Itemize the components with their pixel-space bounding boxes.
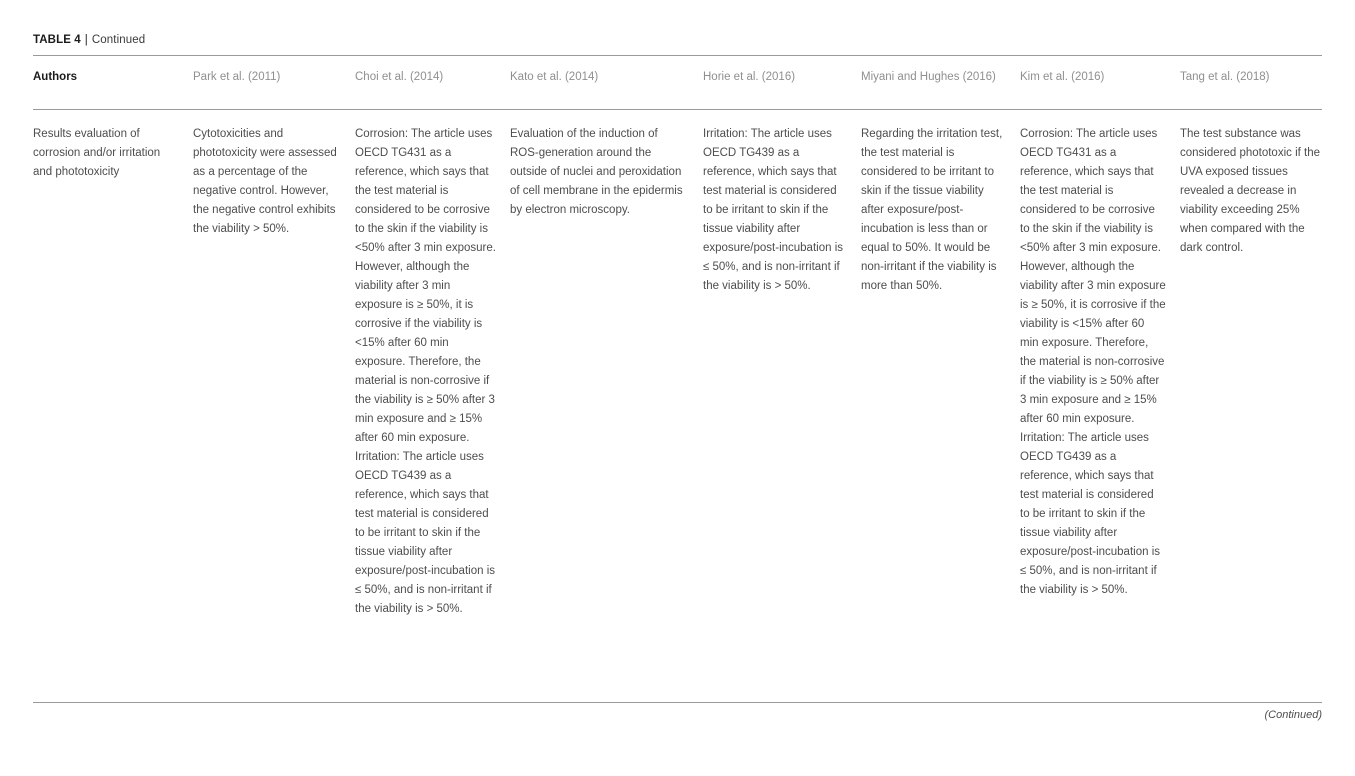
table-title <box>33 34 1322 46</box>
column-header-park-2011: Park et al. (2011) <box>193 71 281 83</box>
column-header-kim-2016: Kim et al. (2016) <box>1020 71 1105 83</box>
cell-park-2011: Cytotoxicities and phototoxicity were assessed as a percentage of the negative control. However, the negative control exhibits the viability > 50%. <box>193 128 337 235</box>
table-header-row <box>33 55 1322 110</box>
column-header-miyani-hughes-2016: Miyani and Hughes (2016) <box>861 71 996 83</box>
table-bottom-rule <box>33 702 1322 703</box>
column-header-choi-2014: Choi et al. (2014) <box>355 71 444 83</box>
table-title-number: TABLE 4 <box>33 34 81 46</box>
cell-choi-2014: Corrosion: The article uses OECD TG431 as a reference, which says that the test material is considered to be corrosive to the skin if the viability is <50% after 3 min exposure. However, although the viability after 3 min exposure is ≥ 50%, it is corrosive if the viability is <15% after 60 min exposure. Therefore, the material is non-corrosive if the viability is ≥ 50% after 3 min exposure and ≥ 15% after 60 min exposure. Irritation: The article uses OECD TG439 as a reference, which says that test material is considered to be irritant to skin if the tissue viability after exposure/post-incubation is ≤ 50%, and is non-irritant if the viability is > 50%. <box>355 128 496 615</box>
row-label: Results evaluation of corrosion and/or irritation and phototoxicity <box>33 128 161 178</box>
continued-note: (Continued) <box>1264 709 1322 721</box>
column-header-kato-2014: Kato et al. (2014) <box>510 71 599 83</box>
cell-kim-2016: Corrosion: The article uses OECD TG431 as a reference, which says that the test material is considered to be corrosive to the skin if the viability is <50% after 3 min exposure. However, although the viability after 3 min exposure is ≥ 50%, it is corrosive if the viability is <15% after 60 min exposure. Therefore, the material is non-corrosive if the viability is ≥ 50% after 3 min exposure and ≥ 15% after 60 min exposure. Irritation: The article uses OECD TG439 as a reference, which says that test material is considered to be irritant to skin if the tissue viability after exposure/post-incubation is ≤ 50%, and is non-irritant if the viability is > 50%. <box>1020 128 1166 596</box>
column-header-authors: Authors <box>33 71 78 83</box>
table-title-separator: | <box>84 34 88 46</box>
table-body-row <box>33 110 1322 702</box>
column-header-horie-2016: Horie et al. (2016) <box>703 71 796 83</box>
table-title-continued: Continued <box>91 34 146 46</box>
cell-tang-2018: The test substance was considered phototoxic if the UVA exposed tissues revealed a decrease in viability exceeding 25% when compared with the dark control. <box>1180 128 1321 254</box>
cell-miyani-hughes-2016: Regarding the irritation test, the test material is considered to be irritant to skin if the tissue viability after exposure/post-incubation is less than or equal to 50%. It would be non-irritant if the viability is more than 50%. <box>861 128 1003 292</box>
cell-kato-2014: Evaluation of the induction of ROS-generation around the outside of nuclei and peroxidation of cell membrane in the epidermis by electron microscopy. <box>510 128 683 216</box>
cell-horie-2016: Irritation: The article uses OECD TG439 as a reference, which says that test material is considered to be irritant to skin if the tissue viability after exposure/post-incubation is ≤ 50%, and is non-irritant if the viability is > 50%. <box>703 128 843 292</box>
column-header-tang-2018: Tang et al. (2018) <box>1180 71 1270 83</box>
